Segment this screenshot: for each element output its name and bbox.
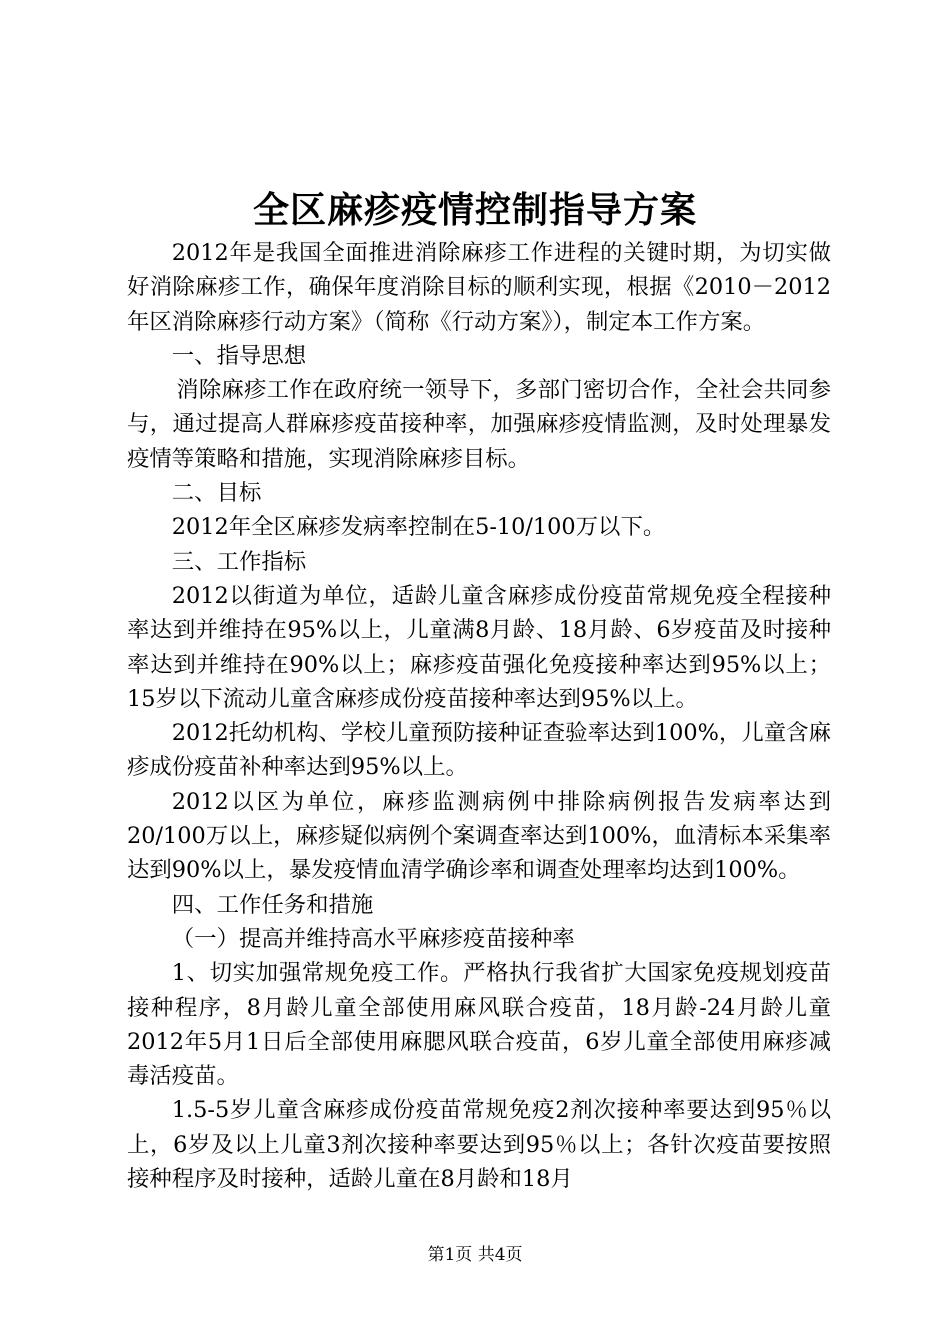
subsection-heading-vaccination: （一）提高并维持高水平麻疹疫苗接种率 (171, 925, 575, 952)
goal-paragraph: 2012年全区麻疹发病率控制在5-10/100万以下。 (171, 514, 666, 541)
section-heading-indicators: 三、工作指标 (171, 548, 307, 575)
tasks-paragraph-1: 1、切实加强常规免疫工作。严格执行我省扩大国家免疫规划疫苗接种程序，8月龄儿童全部使用麻风联合疫苗，18月龄-24月龄儿童2012年5月1日后全部使用麻腮风联合疫苗，6岁儿童全部使用麻疹减毒活疫苗。 (127, 960, 831, 1090)
guiding-thought-paragraph: 消除麻疹工作在政府统一领导下，多部门密切合作，全社会共同参与，通过提高人群麻疹疫苗接种率，加强麻疹疫情监测，及时处理暴发疫情等策略和措施，实现消除麻疹目标。 (127, 377, 831, 472)
section-heading-tasks: 四、工作任务和措施 (171, 891, 374, 918)
indicators-paragraph-1: 2012以街道为单位，适龄儿童含麻疹成份疫苗常规免疫全程接种率达到并维持在95%以上，儿童满8月龄、18月龄、6岁疫苗及时接种率达到并维持在90%以上；麻疹疫苗强化免疫接种率达到95%以上；15岁以下流动儿童含麻疹成份疫苗接种率达到95%以上。 (127, 582, 831, 712)
section-heading-guiding-thought: 一、指导思想 (171, 342, 307, 369)
intro-paragraph: 2012年是我国全面推进消除麻疹工作进程的关键时期，为切实做好消除麻疹工作，确保年度消除目标的顺利实现，根据《2010－2012年区消除麻疹行动方案》（简称《行动方案》），制定本工作方案。 (127, 240, 831, 335)
indicators-paragraph-2: 2012托幼机构、学校儿童预防接种证查验率达到100%，儿童含麻疹成份疫苗补种率达到95%以上。 (127, 720, 831, 781)
document-title: 全区麻疹疫情控制指导方案 (252, 189, 697, 231)
section-heading-goal: 二、目标 (171, 480, 262, 507)
tasks-paragraph-2: 1.5-5岁儿童含麻疹成份疫苗常规免疫2剂次接种率要达到95％以上，6岁及以上儿童3剂次接种率要达到95％以上；各针次疫苗要按照接种程序及时接种，适龄儿童在8月龄和18月 (127, 1097, 831, 1193)
page-number: 第1页 共4页 (427, 1245, 523, 1265)
document-body (127, 236, 831, 1196)
indicators-paragraph-3: 2012以区为单位，麻疹监测病例中排除病例报告发病率达到20/100万以上，麻疹疑似病例个案调查率达到100%，血清标本采集率达到90%以上，暴发疫情血清学确诊率和调查处理率均达到100%。 (127, 788, 831, 884)
